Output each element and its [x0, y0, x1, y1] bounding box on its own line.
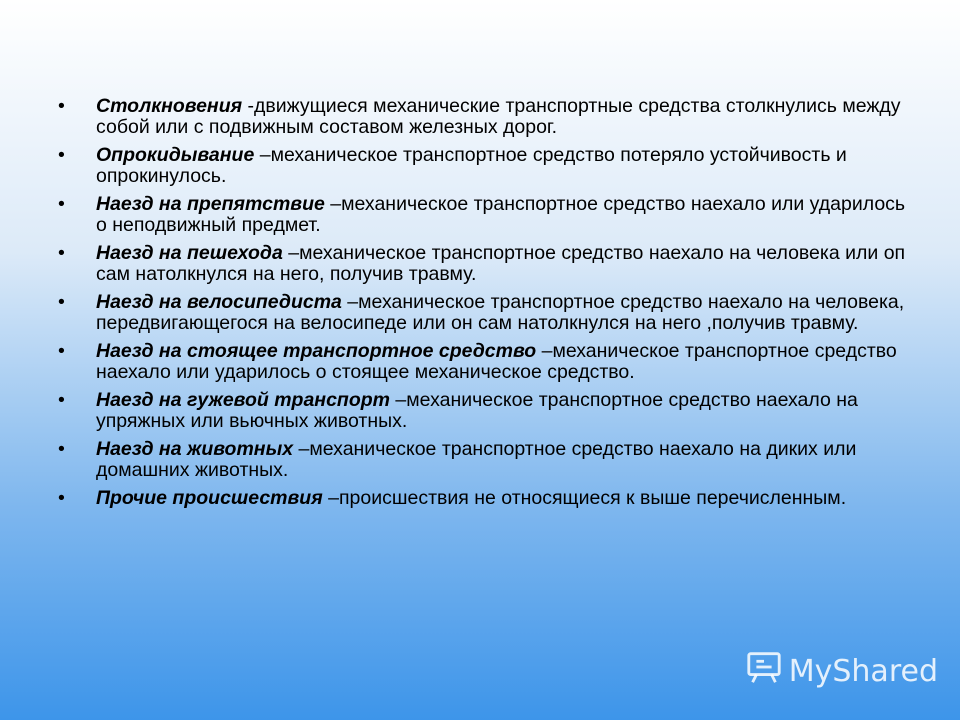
bullet: • [58, 340, 65, 362]
item-term: Наезд на препятствие [96, 193, 325, 215]
item-text: –происшествия не относящиеся к выше перечисленным. [322, 487, 847, 509]
item-term: Опрокидывание [96, 144, 255, 166]
item-term: Столкновения [96, 95, 243, 117]
item-text: –механическое транспортное средство наехало на человека, передвигающегося на велосипеде или он сам натолкнулся на него ,получив травму. [96, 291, 905, 334]
presentation-board-icon [745, 648, 783, 694]
watermark-text: MyShared [788, 653, 938, 689]
item-text: –механическое транспортное средство наехало или ударилось о неподвижный предмет. [96, 193, 906, 236]
slide-content [58, 96, 918, 516]
bullet: • [58, 95, 65, 117]
item-text: –механическое транспортное средство наехало или ударилось о стоящее механическое средство. [96, 340, 897, 383]
item-term: Наезд на гужевой транспорт [96, 389, 390, 411]
list-item [58, 341, 918, 383]
bullet: • [58, 389, 65, 411]
item-term: Прочие происшествия [96, 487, 323, 509]
list-item [58, 145, 918, 187]
item-term: Наезд на пешехода [96, 242, 283, 264]
item-text: –механическое транспортное средство наехало на диких или домашних животных. [96, 438, 857, 481]
watermark [745, 648, 938, 694]
list-item [58, 194, 918, 236]
list-item [58, 292, 918, 334]
item-text: –механическое транспортное средство потеряло устойчивость и опрокинулось. [96, 144, 847, 187]
bullet: • [58, 291, 65, 313]
list-item [58, 243, 918, 285]
item-term: Наезд на велосипедиста [96, 291, 342, 313]
bullet: • [58, 438, 65, 460]
item-text: -движущиеся механические транспортные средства столкнулись между собой или с подвижным составом железных дорог. [96, 95, 901, 138]
item-term: Наезд на стоящее транспортное средство [96, 340, 537, 362]
list-item [58, 488, 918, 509]
item-text: –механическое транспортное средство наехало на упряжных или вьючных животных. [96, 389, 858, 432]
item-term: Наезд на животных [96, 438, 294, 460]
bullet: • [58, 487, 65, 509]
bullet: • [58, 193, 65, 215]
list-item [58, 96, 918, 138]
list-item [58, 439, 918, 481]
term-list [58, 96, 918, 509]
list-item [58, 390, 918, 432]
bullet: • [58, 242, 65, 264]
item-text: –механическое транспортное средство наехало на человека или оп сам натолкнулся на него, получив травму. [96, 242, 906, 285]
bullet: • [58, 144, 65, 166]
